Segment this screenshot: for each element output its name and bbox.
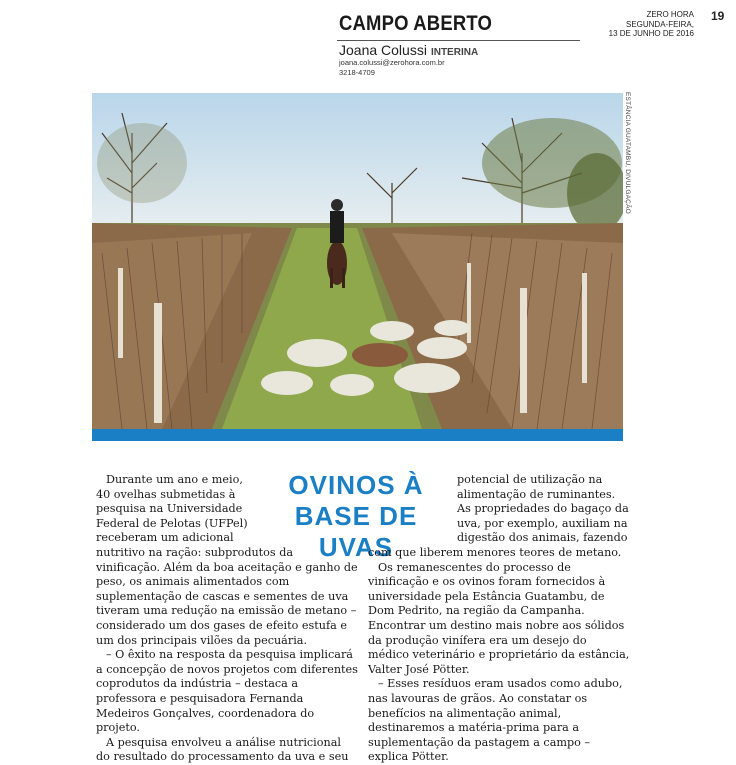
paragraph: A pesquisa envolveu a análise nutricional do resultado do processamento da uva e seu	[96, 735, 349, 764]
text-line: Federal de Pelotas (UFPel)	[96, 516, 248, 530]
paper-name: ZERO HORA	[646, 10, 694, 19]
text-line: Durante um ano e meio,	[106, 473, 243, 486]
text-line: receberam um adicional	[96, 531, 234, 545]
text-line: uva, por exemplo, auxiliam na	[457, 516, 628, 530]
issue-date: 13 DE JUNHO DE 2016	[608, 29, 694, 38]
author-phone: 3218-4709	[339, 68, 375, 77]
paragraph: – O êxito na resposta da pesquisa implicará a concepção de novos projetos com diferentes coprodutos da indústria – destaca a professora e pesquisadora Fernanda Medeiros Gonçalves, coordenadora do projeto.	[96, 648, 358, 735]
weekday: SEGUNDA-FEIRA,	[625, 19, 694, 29]
author-byline	[339, 42, 478, 58]
col1-intro	[96, 473, 266, 546]
paragraph: nutritivo na ração: subprodutos da vinificação. Além da boa aceitação e ganho de peso, os animais alimentados com suplementação de cascas e sementes de uva tiveram uma redução na emissão de metano – considerado um dos gases de efeito estufa e um dos principais vilões da pecuária.	[96, 546, 358, 647]
text-line: potencial de utilização na	[457, 473, 603, 486]
section-title: CAMPO ABERTO	[339, 12, 493, 35]
author-email[interactable]: joana.colussi@zerohora.com.br	[339, 58, 445, 67]
photo-accent-bar	[92, 429, 623, 441]
article-photo	[92, 93, 623, 429]
author-role: INTERINA	[430, 47, 479, 58]
header-divider	[337, 40, 580, 41]
paragraph: – Esses resíduos eram usados como adubo, nas lavouras de grãos. Ao constatar os benefícios na alimentação animal, destinaremos a matéria-prima para a suplementação da pastagem a campo – explica Pötter.	[368, 677, 623, 764]
article-column-1	[96, 546, 358, 765]
col2-intro	[457, 473, 629, 546]
headline-line-1: OVINOS À	[288, 470, 424, 500]
text-line: pesquisa na Universidade	[96, 502, 243, 516]
photo-credit: ESTÂNCIA GUATAMBU, DIVULGAÇÃO	[624, 92, 631, 214]
headline-line-2: BASE DE UVAS	[294, 501, 418, 562]
text-line: 40 ovelhas submetidas à	[96, 487, 236, 501]
text-line: As propriedades do bagaço da	[457, 502, 629, 516]
article-column-2	[368, 546, 630, 765]
masthead	[609, 10, 694, 39]
paragraph: com que liberem menores teores de metano.	[368, 546, 622, 559]
page-number: 19	[711, 9, 725, 23]
text-line: digestão dos animais, fazendo	[457, 531, 628, 545]
author-name: Joana Colussi	[339, 42, 427, 58]
text-line: alimentação de ruminantes.	[457, 487, 616, 501]
paragraph: Os remanescentes do processo de vinificação e os ovinos foram fornecidos à universidade pela Estância Guatambu, de Dom Pedrito, na região da Campanha. Encontrar um destino mais nobre aos sólidos da produção vinífera era um desejo do médico veterinário e proprietário da estância, Valter José Pötter.	[368, 560, 630, 676]
